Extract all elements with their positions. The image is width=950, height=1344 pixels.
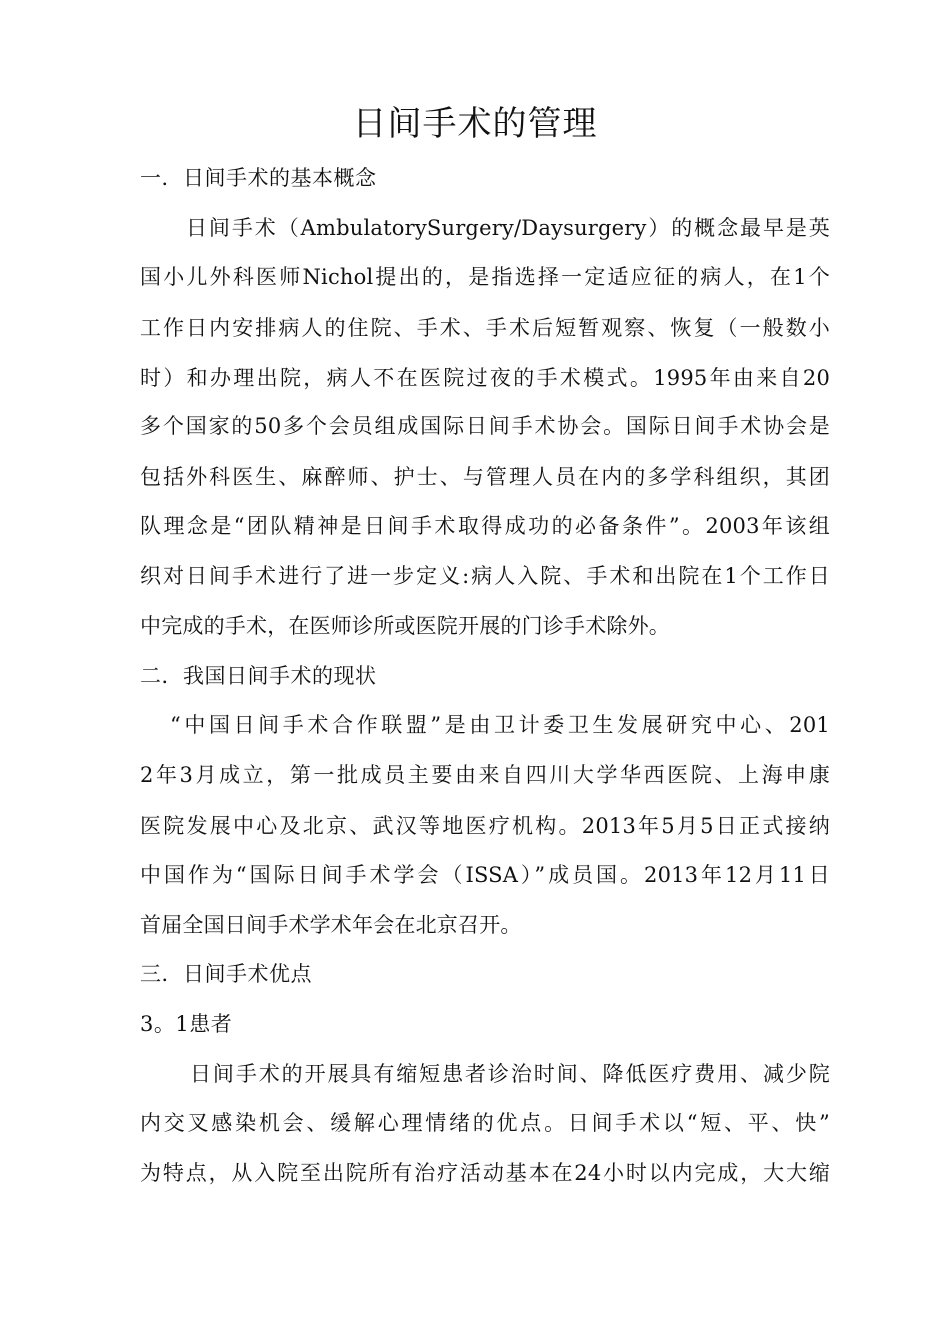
- section-heading-2: 二．我国日间手术的现状: [140, 664, 377, 688]
- paragraph-line: 内交叉感染机会、缓解心理情绪的优点。日间手术以“短、平、快”: [140, 1111, 830, 1135]
- paragraph-line: 中国作为“国际日间手术学会（ISSA）”成员国。2013年12月11日: [140, 863, 830, 887]
- paragraph-line: 中完成的手术，在医师诊所或医院开展的门诊手术除外。: [140, 614, 670, 638]
- paragraph-line: 为特点，从入院至出院所有治疗活动基本在24小时以内完成，大大缩: [140, 1161, 830, 1185]
- document-title: 日间手术的管理: [352, 104, 598, 144]
- paragraph-line: 日间手术（AmbulatorySurgery/Daysurgery）的概念最早是英: [186, 216, 830, 240]
- paragraph-line: 多个国家的50多个会员组成国际日间手术协会。国际日间手术协会是: [140, 414, 830, 438]
- section-heading-3: 三．日间手术优点: [140, 962, 312, 986]
- paragraph-line: 包括外科医生、麻醉师、护士、与管理人员在内的多学科组织，其团: [140, 465, 830, 489]
- subsection-heading: 3。1患者: [140, 1012, 233, 1036]
- paragraph-line: 时）和办理出院，病人不在医院过夜的手术模式。1995年由来自20: [140, 366, 830, 390]
- paragraph-line: 队理念是“团队精神是日间手术取得成功的必备条件”。2003年该组: [140, 514, 830, 538]
- paragraph-line: 医院发展中心及北京、武汉等地医疗机构。2013年5月5日正式接纳: [140, 814, 830, 838]
- paragraph-line: 国小儿外科医师Nichol提出的，是指选择一定适应征的病人，在1个: [140, 265, 830, 289]
- paragraph-line: 2年3月成立，第一批成员主要由来自四川大学华西医院、上海申康: [140, 763, 830, 787]
- paragraph-line: 首届全国日间手术学术年会在北京召开。: [140, 913, 522, 937]
- paragraph-line: 织对日间手术进行了进一步定义:病人入院、手术和出院在1个工作日: [140, 564, 830, 588]
- section-heading-1: 一．日间手术的基本概念: [140, 166, 377, 190]
- paragraph-line: 日间手术的开展具有缩短患者诊治时间、降低医疗费用、减少院: [190, 1062, 830, 1086]
- paragraph-line: 工作日内安排病人的住院、手术、手术后短暂观察、恢复（一般数小: [140, 316, 830, 340]
- paragraph-line: “中国日间手术合作联盟”是由卫计委卫生发展研究中心、201: [170, 713, 830, 737]
